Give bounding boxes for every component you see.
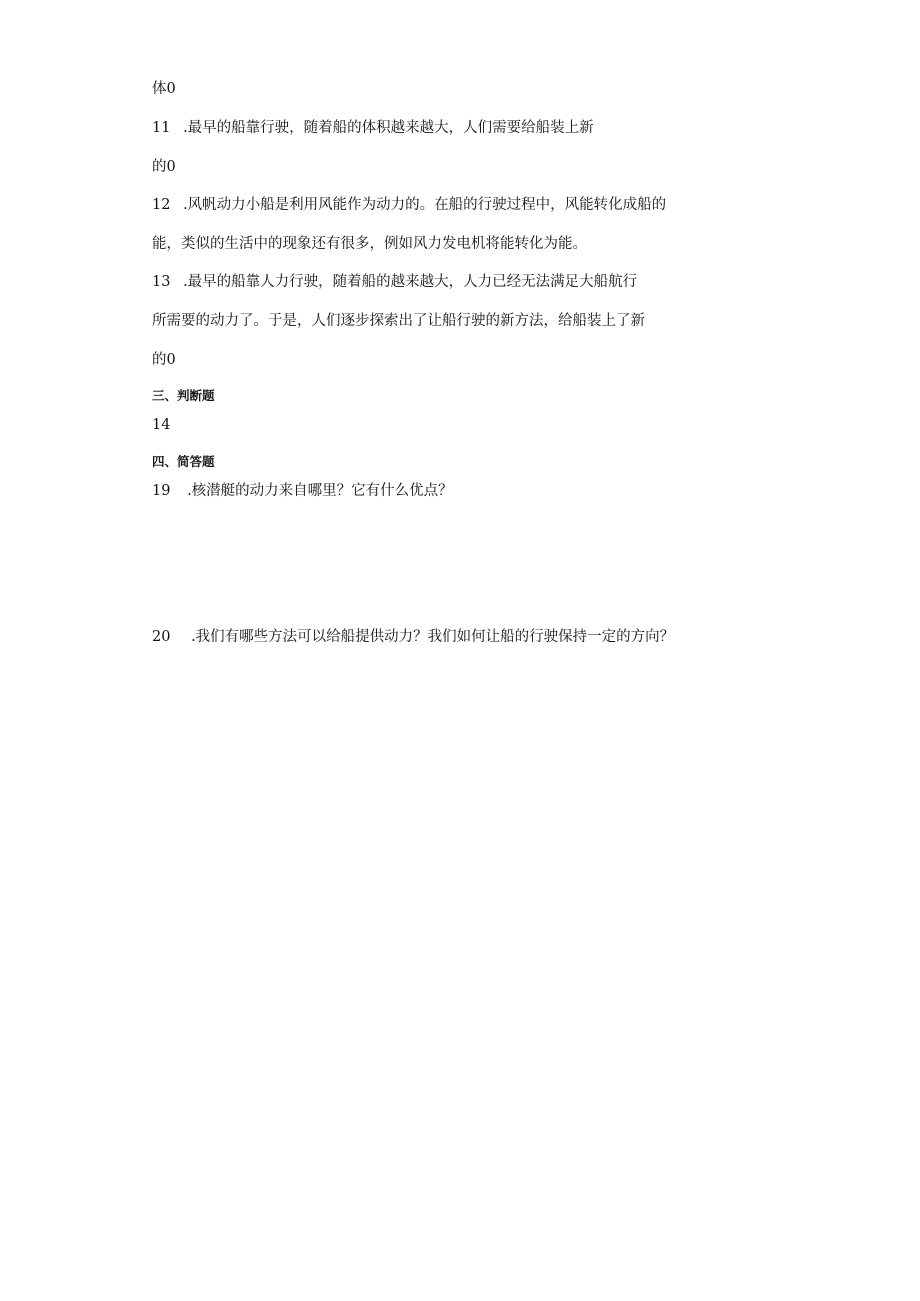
- section-heading-judgement: 三、判断题: [152, 388, 215, 403]
- question-12: [152, 196, 666, 214]
- question-text: .核潜艇的动力来自哪里？它有什么优点？: [187, 483, 453, 499]
- question-number: 13: [152, 274, 171, 290]
- text-line: 的0: [152, 159, 176, 175]
- text-line: 所需要的动力了。于是，人们逐步探索出了让船行驶的新方法，给船装上了新: [152, 313, 645, 329]
- question-13: [152, 273, 637, 291]
- question-19: [152, 482, 453, 500]
- text-line: 能，类似的生活中的现象还有很多，例如风力发电机将能转化为能。: [152, 236, 587, 252]
- question-number: 20: [152, 629, 171, 645]
- question-number: 12: [152, 197, 171, 213]
- question-number: 11: [152, 120, 171, 136]
- question-14: 14: [152, 417, 171, 433]
- question-number: 19: [152, 483, 171, 499]
- question-20: [152, 628, 674, 646]
- question-text: .我们有哪些方法可以给船提供动力？我们如何让船的行驶保持一定的方向？: [191, 629, 675, 645]
- question-text: .最早的船靠人力行驶，随着船的越来越大，人力已经无法满足大船航行: [183, 274, 638, 290]
- text-line: 的0: [152, 352, 176, 368]
- question-text: .最早的船靠行驶，随着船的体积越来越大，人们需要给船装上新: [183, 120, 594, 136]
- section-heading-short-answer: 四、简答题: [152, 454, 215, 469]
- question-text: .风帆动力小船是利用风能作为动力的。在船的行驶过程中，风能转化成船的: [183, 197, 667, 213]
- question-11: [152, 119, 594, 137]
- text-line: 体0: [152, 81, 176, 97]
